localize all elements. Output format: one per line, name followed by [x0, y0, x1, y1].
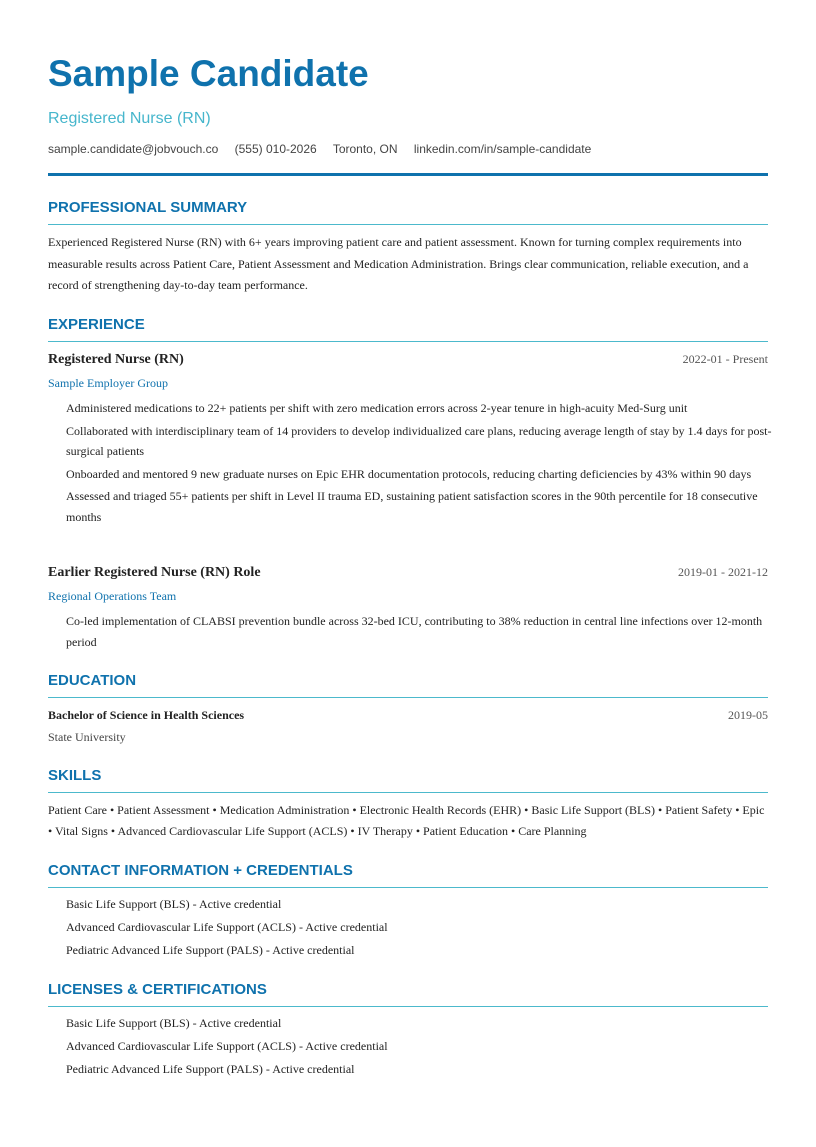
summary-text: Experienced Registered Nurse (RN) with 6+ years improving patient care and patient assessment. Known for turning complex requirements into measurable results across Patient Care, Patient Assessment and Medication Administration. Brings clear communication, reliable execution, and a record of strengthening day-to-day team performance.	[48, 235, 749, 292]
credential-item: Pediatric Advanced Life Support (PALS) - Active credential	[66, 943, 355, 957]
header-divider	[48, 173, 768, 176]
candidate-title: Registered Nurse (RN)	[48, 110, 211, 127]
education-degree: Bachelor of Science in Health Sciences	[48, 708, 245, 722]
section-title-licenses: LICENSES & CERTIFICATIONS	[48, 980, 768, 1007]
job-title: Registered Nurse (RN)	[48, 352, 184, 367]
section-title-summary: PROFESSIONAL SUMMARY	[48, 198, 768, 225]
job-employer: Sample Employer Group	[48, 376, 168, 390]
section-title-experience: EXPERIENCE	[48, 315, 768, 342]
job-title: Earlier Registered Nurse (RN) Role	[48, 565, 261, 580]
education-date: 2019-05	[728, 708, 768, 722]
license-item: Advanced Cardiovascular Life Support (ACLS) - Active credential	[66, 1039, 388, 1053]
licenses-list	[66, 1012, 388, 1081]
section-title-skills: SKILLS	[48, 766, 768, 793]
license-item: Basic Life Support (BLS) - Active credential	[66, 1016, 282, 1030]
license-item: Pediatric Advanced Life Support (PALS) - Active credential	[66, 1062, 355, 1076]
education-school: State University	[48, 730, 126, 744]
contact-phone: (555) 010-2026	[234, 142, 317, 156]
job-bullets	[66, 398, 772, 529]
job-bullet: Assessed and triaged 55+ patients per shift in Level II trauma ED, sustaining patient satisfaction scores in the 90th percentile for 18 consecutive months	[66, 489, 758, 524]
contact-location: Toronto, ON	[332, 142, 398, 156]
job-dates: 2019-01 - 2021-12	[678, 565, 768, 579]
job-dates: 2022-01 - Present	[682, 352, 768, 366]
credentials-list	[66, 893, 388, 962]
job-bullet: Administered medications to 22+ patients per shift with zero medication errors across 2-year tenure in high-acuity Med-Surg unit	[66, 401, 688, 415]
job-bullet: Collaborated with interdisciplinary team of 14 providers to develop individualized care plans, reducing average length of stay by 1.4 days for post-surgical patients	[66, 423, 772, 458]
section-title-credentials: CONTACT INFORMATION + CREDENTIALS	[48, 861, 768, 888]
contact-email[interactable]: sample.candidate@jobvouch.co	[48, 142, 219, 156]
candidate-name: Sample Candidate	[48, 53, 369, 94]
credential-item: Basic Life Support (BLS) - Active credential	[66, 897, 282, 911]
job-employer: Regional Operations Team	[48, 589, 177, 603]
job-bullet: Co-led implementation of CLABSI prevention bundle across 32-bed ICU, contributing to 38% reduction in central line infections over 12-month period	[66, 614, 763, 649]
job-bullets	[66, 611, 772, 654]
contact-linkedin[interactable]: linkedin.com/in/sample-candidate	[413, 142, 592, 156]
contact-row	[48, 141, 604, 157]
credential-item: Advanced Cardiovascular Life Support (ACLS) - Active credential	[66, 920, 388, 934]
skills-text: Patient Care • Patient Assessment • Medication Administration • Electronic Health Records (EHR) • Basic Life Support (BLS) • Patient Safety • Epic • Vital Signs • Advanced Cardiovascular Life Support (ACLS) • IV Therapy • Patient Education • Care Planning	[48, 803, 765, 838]
section-title-education: EDUCATION	[48, 671, 768, 698]
job-bullet: Onboarded and mentored 9 new graduate nurses on Epic EHR documentation protocols, reducing charting deficiencies by 43% within 90 days	[66, 466, 752, 481]
